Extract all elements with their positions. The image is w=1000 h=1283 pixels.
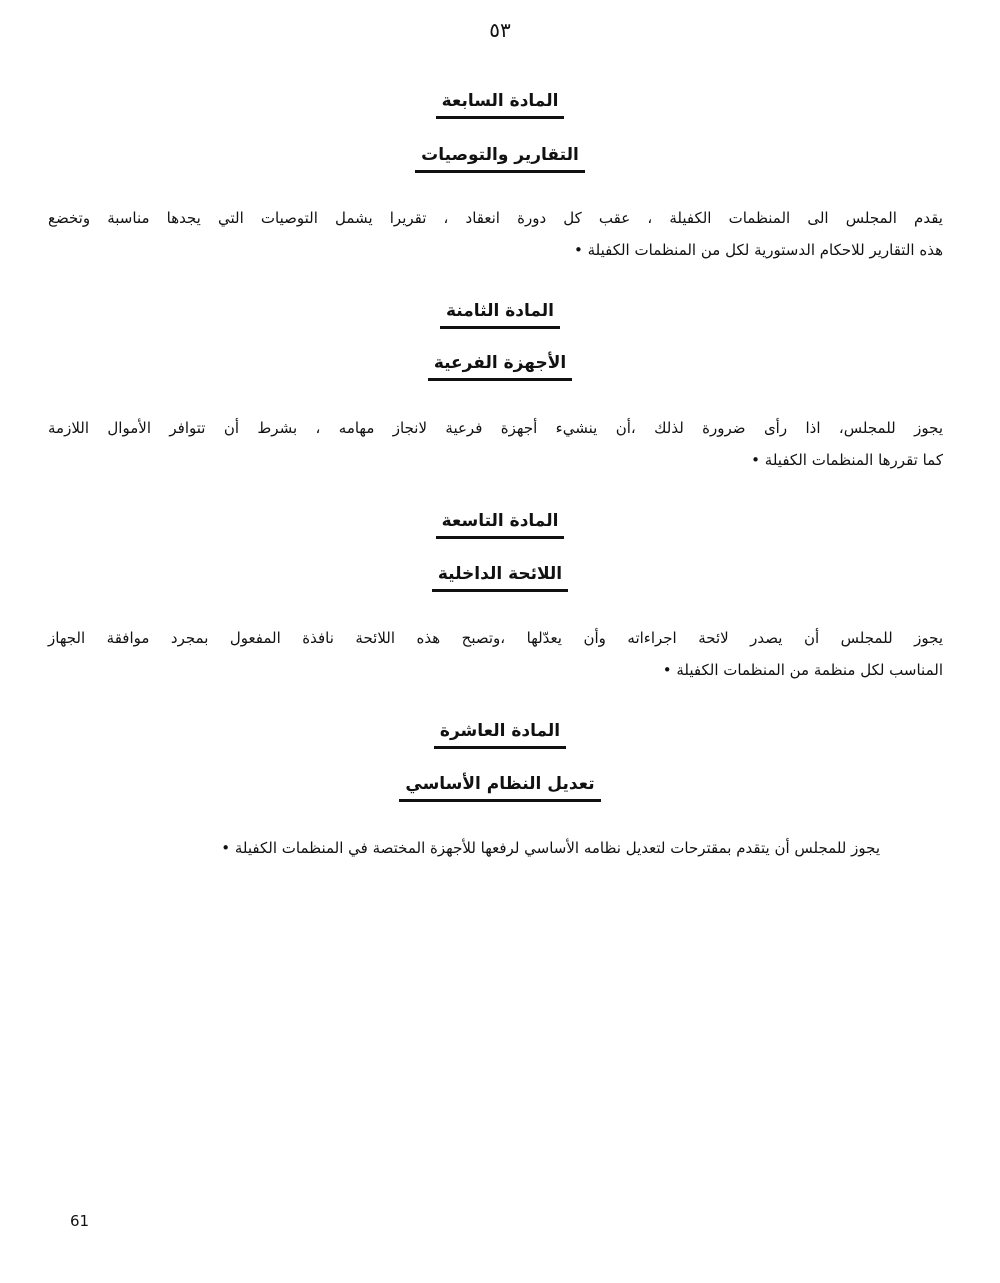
article-8-line-2: كما تقررها المنظمات الكفيلة •: [751, 451, 943, 469]
article-7-title: المادة السابعة: [0, 90, 1000, 120]
article-10-text: [100, 832, 880, 864]
article-7-line-2: هذه التقارير للاحكام الدستورية لكل من المنظمات الكفيلة •: [573, 241, 943, 259]
article-9-subject: اللائحة الداخلية: [0, 563, 1000, 593]
article-8-line-1: يجوز للمجلس، اذا رأى ضرورة لذلك ،أن ينشيء أجهزة فرعية لانجاز مهامه ، بشرط أن تتوافر الأموال اللازمة: [48, 419, 943, 437]
footer-page-number: 61: [70, 1212, 90, 1230]
article-10-subject: تعديل النظام الأساسي: [0, 773, 1000, 803]
article-9-line-1: يجوز للمجلس أن يصدر لائحة اجراءاته وأن يعدّلها ،وتصبح هذه اللائحة نافذة المفعول بمجرد موافقة الجهاز: [48, 629, 943, 647]
article-9-line-2: المناسب لكل منظمة من المنظمات الكفيلة •: [662, 661, 943, 679]
article-7-text: [48, 202, 943, 266]
page-number: ٥٣: [489, 18, 511, 42]
article-8-title: المادة الثامنة: [0, 300, 1000, 330]
article-10-title: المادة العاشرة: [0, 720, 1000, 750]
article-7-subject: التقارير والتوصيات: [0, 144, 1000, 174]
article-7-line-1: يقدم المجلس الى المنظمات الكفيلة ، عقب كل دورة انعقاد ، تقريرا يشمل التوصيات التي يجدها مناسبة وتخضع: [48, 209, 943, 227]
article-10-line-1: يجوز للمجلس أن يتقدم بمقترحات لتعديل نظامه الأساسي لرفعها للأجهزة المختصة في المنظمات الكفيلة •: [221, 839, 880, 857]
article-8-text: [48, 412, 943, 476]
article-9-title: المادة التاسعة: [0, 510, 1000, 540]
article-9-text: [48, 622, 943, 686]
article-8-subject: الأجهزة الفرعية: [0, 352, 1000, 382]
